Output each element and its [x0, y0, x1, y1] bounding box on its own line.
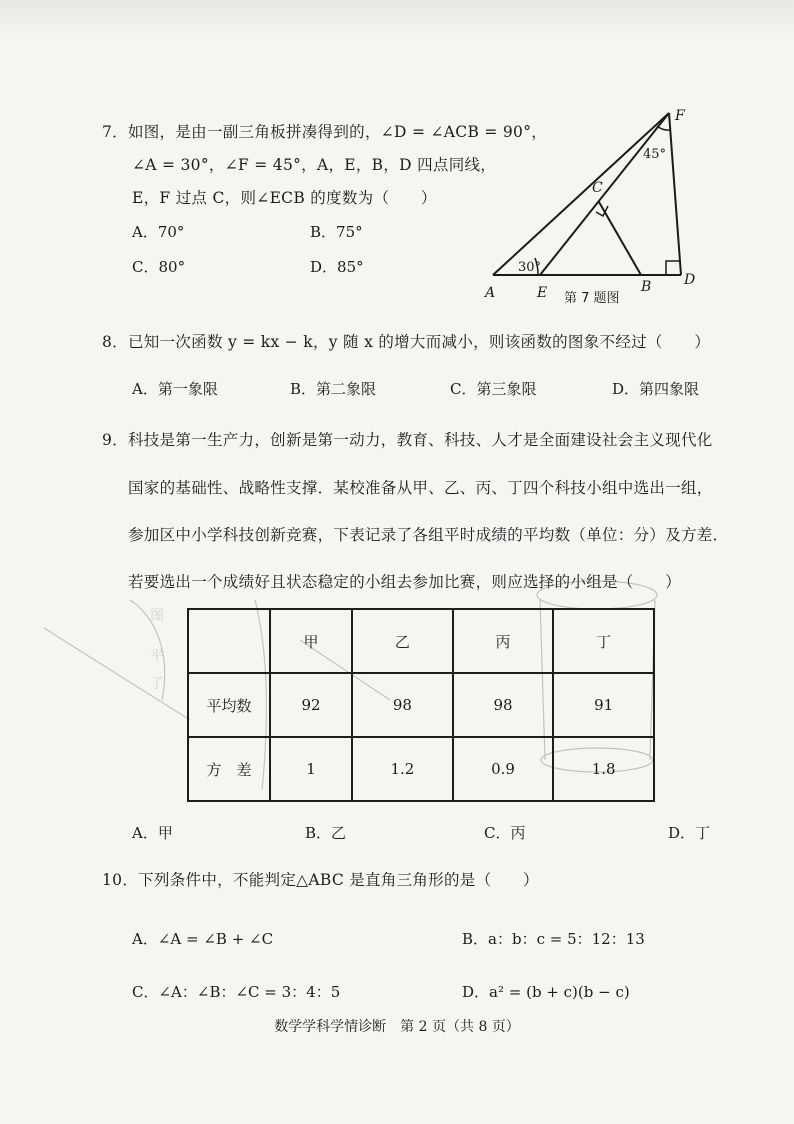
- angle-label-f: 45°: [643, 147, 667, 162]
- label-b: B: [641, 279, 652, 295]
- q7-option-b: B．75°: [310, 223, 363, 241]
- q7-option-a: A．70°: [132, 223, 185, 241]
- q10-option-b: B．a：b：c = 5：12：13: [462, 930, 645, 948]
- svg-text:图: 图: [150, 608, 164, 624]
- table-header-bing: 丙: [453, 609, 554, 673]
- line-fd: [669, 113, 681, 275]
- q10-option-c: C．∠A：∠B：∠C = 3：4：5: [132, 983, 341, 1001]
- table-cell: 1.2: [352, 737, 453, 801]
- q8-option-b: B．第二象限: [290, 380, 377, 398]
- table-cell: 0.9: [453, 737, 554, 801]
- table-cell: 1: [270, 737, 352, 801]
- table-header-row: [188, 609, 654, 673]
- q10-option-a: A．∠A = ∠B + ∠C: [132, 930, 274, 948]
- table-cell: 92: [270, 673, 352, 737]
- table-cell: 98: [453, 673, 554, 737]
- q7-line3: E，F 过点 C，则∠ECB 的度数为（ ）: [132, 189, 437, 207]
- angle-arc-f: [657, 126, 670, 130]
- q9-option-a: A．甲: [132, 824, 173, 842]
- q7-option-d: D．85°: [310, 258, 364, 276]
- table-header-ding: 丁: [553, 609, 654, 673]
- table-header-empty: [188, 609, 270, 673]
- table-row: [188, 673, 654, 737]
- q9-option-b: B．乙: [305, 824, 347, 842]
- q10-stem: 10．下列条件中，不能判定△ABC 是直角三角形的是（ ）: [102, 871, 539, 889]
- q8-option-c: C．第三象限: [450, 380, 537, 398]
- q9-line3: 参加区中小学科技创新竞赛，下表记录了各组平时成绩的平均数（单位：分）及方差．: [128, 526, 729, 544]
- q9-option-d: D．丁: [668, 824, 711, 842]
- row-label-variance: 方 差: [188, 737, 270, 801]
- label-a: A: [485, 285, 496, 301]
- q7-line2: ∠A = 30°，∠F = 45°，A，E，B，D 四点同线，: [132, 156, 497, 174]
- label-c: C: [592, 180, 603, 196]
- table-cell: 91: [553, 673, 654, 737]
- q9-option-c: C．丙: [484, 824, 526, 842]
- q8-option-d: D．第四象限: [612, 380, 700, 398]
- line-ef: [540, 113, 669, 275]
- table-cell: 98: [352, 673, 453, 737]
- q9-score-table: [187, 608, 655, 802]
- q10-option-d: D．a² = (b + c)(b − c): [462, 983, 630, 1001]
- table-header-yi: 乙: [352, 609, 453, 673]
- label-d: D: [684, 272, 696, 288]
- angle-label-a: 30°: [518, 260, 542, 275]
- label-e: E: [537, 285, 548, 301]
- row-label-mean: 平均数: [188, 673, 270, 737]
- table-row: [188, 737, 654, 801]
- q9-line4: 若要选出一个成绩好且状态稳定的小组去参加比赛，则应选择的小组是（ ）: [128, 573, 682, 591]
- q9-line2: 国家的基础性、战略性支撑．某校准备从甲、乙、丙、丁四个科技小组中选出一组，: [128, 479, 713, 497]
- label-f: F: [675, 108, 685, 124]
- table-header-jia: 甲: [270, 609, 352, 673]
- q7-triangle-figure: [480, 108, 710, 308]
- q7-option-c: C．80°: [132, 258, 186, 276]
- q9-line1: 9．科技是第一生产力，创新是第一动力，教育、科技、人才是全面建设社会主义现代化: [102, 431, 713, 449]
- table-cell: 1.8: [553, 737, 654, 801]
- q8-stem: 8．已知一次函数 y = kx − k，y 随 x 的增大而减小，则该函数的图象不经过（ ）: [102, 333, 711, 351]
- svg-text:平: 平: [150, 648, 164, 664]
- figure-caption: 第 7 题图: [564, 291, 620, 306]
- q8-option-a: A．第一象限: [132, 380, 218, 398]
- svg-text:了: 了: [150, 676, 164, 692]
- page-footer: 数学学科学情诊断 第 2 页（共 8 页）: [274, 1019, 520, 1035]
- line-af: [493, 113, 669, 275]
- right-angle-d: [666, 261, 680, 275]
- q7-line1: 7．如图，是由一副三角板拼凑得到的，∠D = ∠ACB = 90°，: [102, 123, 548, 141]
